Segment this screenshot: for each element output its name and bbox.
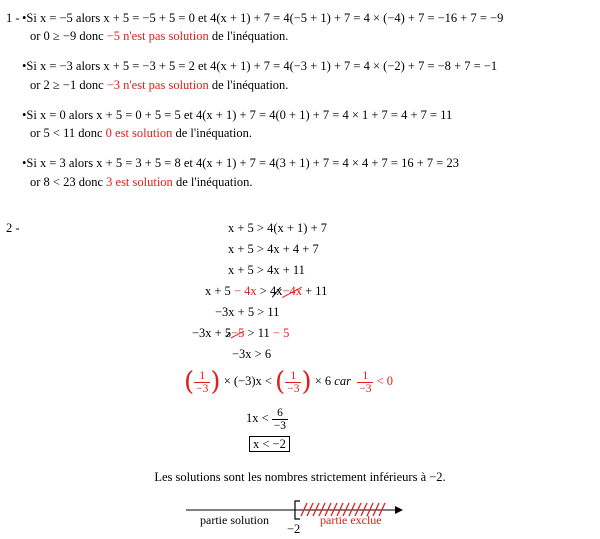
case-line2: or 2 ≥ −1 donc −3 n'est pas solution de l'inéquation. (30, 78, 289, 92)
step-6: −3x + 5−5 > 11 − 5 (192, 326, 290, 340)
case-line2: or 0 ≥ −9 donc −5 n'est pas solution de l'inéquation. (30, 29, 289, 43)
answer-box: x < −2 (249, 436, 290, 452)
bullet: • (22, 108, 27, 122)
fraction: $\frac{6}{-3}$ (273, 406, 287, 432)
fraction: $\frac{1}{-3}$ (287, 369, 300, 395)
cancelled-term: 5 (224, 326, 232, 340)
solution-part-label: partie solution (200, 513, 269, 527)
cancelled-term: 4x (269, 284, 283, 298)
cancelled-term: −4x (282, 284, 302, 298)
conclusion: Les solutions sont les nombres strictement inférieurs à −2. (154, 470, 446, 484)
case-line2: or 8 < 23 donc 3 est solution de l'inéquation. (30, 175, 253, 189)
step-4: x + 5 − 4x > 4x−4x + 11 (205, 284, 328, 298)
step-5: −3x + 5 > 11 (215, 305, 280, 319)
case-line1: •Si x = 3 alors x + 5 = 3 + 5 = 8 et 4(x + 1) + 7 = 4(3 + 1) + 7 = 4 × 4 + 7 = 16 + 7 = 23 (22, 156, 459, 170)
step-7: −3x > 6 (232, 347, 272, 361)
step-2: x + 5 > 4x + 4 + 7 (228, 242, 319, 256)
excluded-part-label: partie exclue (320, 513, 382, 527)
fraction: $\frac{1}{-3}$ (196, 369, 209, 395)
step-1: x + 5 > 4(x + 1) + 7 (228, 221, 328, 235)
cancelled-term: −5 (231, 326, 245, 340)
fraction: $\frac{1}{-3}$ (359, 369, 372, 395)
arrow-head (395, 506, 403, 514)
case-line1: •Si x = −5 alors x + 5 = −5 + 5 = 0 et 4(x + 1) + 7 = 4(−5 + 1) + 7 = 4 × (−4) + 7 = −16 + 7 = −9 (22, 11, 504, 25)
step-9: 1x < $\frac{6}{-3}$ (246, 406, 287, 432)
step-3: x + 5 > 4x + 11 (228, 263, 305, 277)
case-line2: or 5 < 11 donc 0 est solution de l'inéquation. (30, 126, 253, 140)
part1-number: 1 - (6, 11, 20, 25)
bullet: • (22, 11, 27, 25)
step-8: ( $\frac{1}{-3}$ ) × (−3)x < ( $\frac{1}{-3}$ ) × 6 car $\frac{1}{-3}$ < 0 (184, 367, 394, 398)
case-line1: •Si x = 0 alors x + 5 = 0 + 5 = 5 et 4(x + 1) + 7 = 4(0 + 1) + 7 = 4 × 1 + 7 = 4 + 7 = 11 (22, 108, 453, 122)
case-line1: •Si x = −3 alors x + 5 = −3 + 5 = 2 et 4(x + 1) + 7 = 4(−3 + 1) + 7 = 4 × (−2) + 7 = −8 + 7 = −1 (22, 59, 498, 73)
bullet: • (22, 156, 27, 170)
tick-label: −2 (287, 522, 301, 536)
part2-number: 2 - (6, 221, 20, 235)
bullet: • (22, 59, 27, 73)
